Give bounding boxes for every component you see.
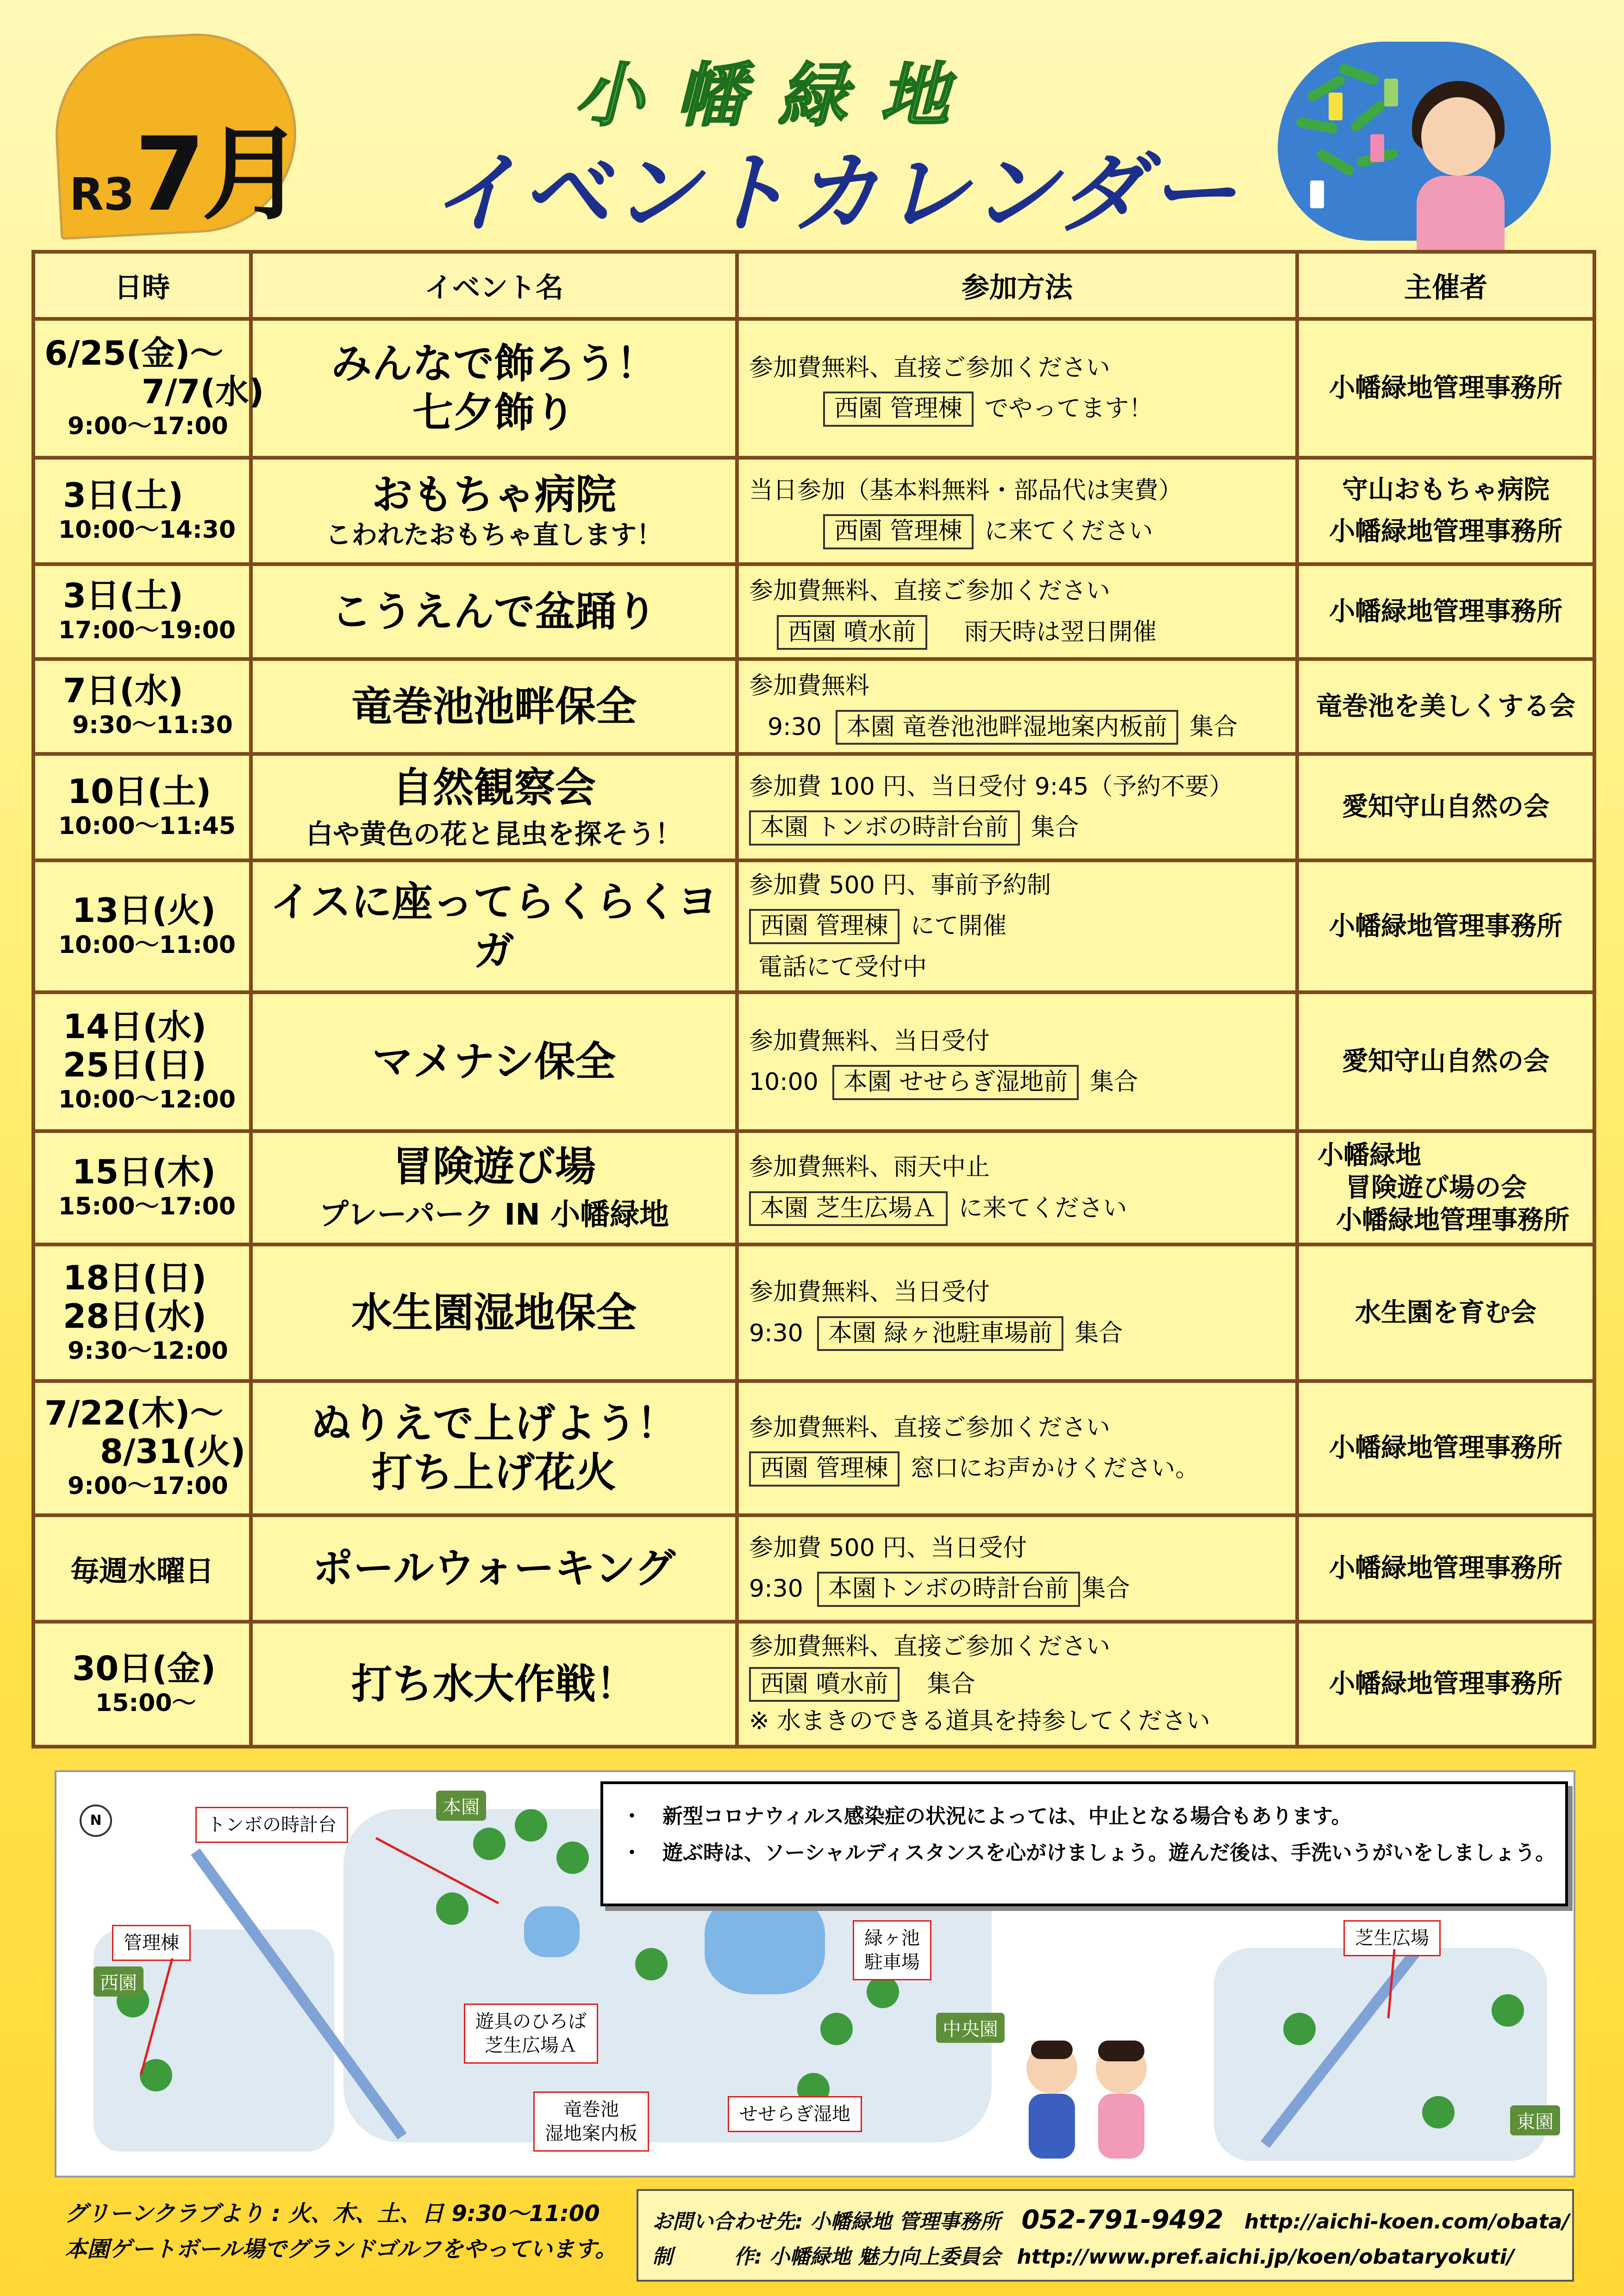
event-cell xyxy=(251,458,737,564)
how-text: 窓口にお声かけください。 xyxy=(910,1455,1199,1482)
date-line: 7/7(水) xyxy=(142,372,264,411)
time-text: 9:00～17:00 xyxy=(68,412,228,440)
green-club-schedule: グリーンクラブより : 火、木、土、日 9:30～11:00 xyxy=(65,2201,600,2227)
time-text: 15:00～ xyxy=(95,1689,196,1717)
event-title: 打ち上げ花火 xyxy=(371,1449,616,1496)
how-cell xyxy=(737,1131,1297,1244)
location-box: 本園 トンボの時計台前 xyxy=(749,810,1020,846)
event-subtitle: プレーパーク IN 小幡緑地 xyxy=(319,1198,669,1232)
how-time: 9:30 xyxy=(749,1319,803,1347)
how-cell xyxy=(737,564,1297,659)
date-cell xyxy=(33,1244,251,1381)
how-text: にて開催 xyxy=(910,912,1007,940)
contact-phone: 052-791-9492 xyxy=(1021,2205,1224,2235)
park-title: 小幡緑地 xyxy=(574,56,982,136)
how-cell xyxy=(737,1244,1297,1381)
date-line: 25日(日) xyxy=(63,1045,207,1085)
how-text: 集合 xyxy=(927,1670,975,1698)
date-line: 18日(日) xyxy=(63,1258,207,1297)
organizer-name: 竜巻池を美しくする会 xyxy=(1316,691,1575,722)
organizer-name: 小幡緑地 xyxy=(1318,1140,1421,1170)
event-cell xyxy=(251,1244,737,1381)
organizer-name: 小幡緑地管理事務所 xyxy=(1329,1433,1562,1463)
date-line: 毎週水曜日 xyxy=(70,1554,214,1588)
table-row xyxy=(33,319,1594,458)
event-title: 冒険遊び場 xyxy=(392,1142,596,1190)
table-row xyxy=(33,1131,1594,1244)
date-cell xyxy=(33,1515,251,1622)
callout-tatsumaki: 竜巻池 湿地案内板 xyxy=(533,2091,649,2152)
how-cell xyxy=(737,860,1297,992)
how-text: 集合 xyxy=(1074,1319,1123,1347)
organizer-cell xyxy=(1297,1131,1594,1244)
date-cell xyxy=(33,992,251,1131)
date-line: 28日(水) xyxy=(63,1296,207,1336)
callout-shiba-east: 芝生広場 xyxy=(1343,1920,1441,1956)
header-event: イベント名 xyxy=(251,252,737,319)
event-title: ポールウォーキング xyxy=(312,1544,676,1593)
organizer-name: 愛知守山自然の会 xyxy=(1342,792,1549,822)
how-text: 集合 xyxy=(1081,1575,1130,1603)
pond xyxy=(524,1906,580,1957)
event-cell xyxy=(251,1515,737,1622)
event-cell xyxy=(251,860,737,992)
contact-box xyxy=(637,2189,1574,2282)
date-cell xyxy=(33,1622,251,1747)
zone-chuo: 中央園 xyxy=(936,2013,1005,2043)
table-row xyxy=(33,1622,1594,1747)
event-title: 七夕飾り xyxy=(412,389,575,436)
event-cell xyxy=(251,992,737,1131)
zone-nishien: 西園 xyxy=(94,1966,144,1997)
date-cell xyxy=(33,860,251,992)
organizer-cell xyxy=(1297,1381,1594,1515)
how-text: 参加費 100 円、当日受付 9:45（予約不要） xyxy=(749,772,1233,801)
location-box: 本園 緑ヶ池駐車場前 xyxy=(817,1316,1064,1351)
time-text: 10:00～12:00 xyxy=(58,1086,236,1114)
event-title: 打ち水大作戦！ xyxy=(351,1660,637,1708)
table-row xyxy=(33,1244,1594,1381)
how-text: 参加費無料、直接ご参加ください xyxy=(749,354,1111,382)
date-line: 3日(土) xyxy=(63,576,183,616)
organizer-name: 小幡緑地管理事務所 xyxy=(1329,1669,1562,1699)
how-text: 参加費無料、当日受付 xyxy=(749,1027,990,1055)
organizer-cell xyxy=(1297,1515,1594,1622)
organizer-cell xyxy=(1297,1622,1594,1747)
how-text: に来てください xyxy=(958,1194,1127,1222)
how-text: 雨天時は翌日開催 xyxy=(964,618,1157,646)
compass-icon: N xyxy=(80,1804,112,1837)
date-cell xyxy=(33,1381,251,1515)
event-title: マメナシ保全 xyxy=(372,1038,616,1086)
organizer-name: 小幡緑地管理事務所 xyxy=(1329,516,1562,547)
how-text: でやってます！ xyxy=(984,395,1153,423)
organizer-name: 小幡緑地管理事務所 xyxy=(1329,373,1562,404)
location-box: 本園 芝生広場Ａ xyxy=(749,1191,948,1226)
header-organizer: 主催者 xyxy=(1297,252,1594,319)
how-cell xyxy=(737,319,1297,458)
notice-box xyxy=(600,1781,1568,1906)
time-text: 10:00～11:00 xyxy=(58,931,236,959)
event-calendar-table xyxy=(31,250,1596,1748)
event-title: 自然観察会 xyxy=(392,764,596,812)
organizer-name: 愛知守山自然の会 xyxy=(1342,1046,1549,1077)
notice-text: 遊ぶ時は、ソーシャルディスタンスを心がけましょう。遊んだ後は、手洗いうがいをしましょう。 xyxy=(662,1841,1556,1865)
date-line: 13日(火) xyxy=(72,891,216,930)
location-box: 西園 管理棟 xyxy=(749,909,899,944)
organizer-cell xyxy=(1297,992,1594,1131)
how-text: 集合 xyxy=(1031,814,1079,841)
time-text: 9:00～17:00 xyxy=(68,1472,228,1500)
organizer-cell xyxy=(1297,564,1594,659)
calendar-title: イベントカレンダー xyxy=(431,142,1239,244)
location-box: 西園 管理棟 xyxy=(749,1451,899,1487)
how-cell xyxy=(737,458,1297,564)
how-cell xyxy=(737,754,1297,860)
event-title: おもちゃ病院 xyxy=(371,471,616,519)
month-label: 7月 xyxy=(134,115,300,234)
tanabata-illustration xyxy=(1278,42,1551,241)
event-title: ぬりえで上げよう！ xyxy=(310,1400,677,1448)
date-line: 7/22(木)～ xyxy=(44,1394,224,1433)
organizer-cell xyxy=(1297,860,1594,992)
date-line: 8/31(火) xyxy=(100,1432,246,1471)
time-text: 10:00～14:30 xyxy=(58,516,236,544)
date-line: 30日(金) xyxy=(72,1649,216,1688)
table-row xyxy=(33,860,1594,992)
date-line: 6/25(金)～ xyxy=(44,334,224,373)
how-text: 参加費無料、当日受付 xyxy=(749,1278,990,1307)
date-line: 7日(水) xyxy=(63,671,183,710)
higashien-area xyxy=(1214,1948,1547,2161)
date-cell xyxy=(33,754,251,860)
how-text: 参加費 500 円、事前予約制 xyxy=(749,871,1051,899)
organizer-name: 小幡緑地管理事務所 xyxy=(1329,1553,1562,1584)
organizer-cell xyxy=(1297,319,1594,458)
organizer-cell xyxy=(1297,754,1594,860)
time-text: 9:30～11:30 xyxy=(72,711,233,740)
how-text: 集合 xyxy=(1189,713,1238,741)
how-text: 参加費無料 xyxy=(749,672,870,700)
organizer-cell xyxy=(1297,659,1594,754)
table-row xyxy=(33,659,1594,754)
organizer-cell xyxy=(1297,458,1594,564)
how-text: に来てください xyxy=(984,517,1153,545)
table-row xyxy=(33,754,1594,860)
organizer-cell xyxy=(1297,1244,1594,1381)
notice-item: ・ 遊ぶ時は、ソーシャルディスタンスを心がけましょう。遊んだ後は、手洗いうがいをしましょう。 xyxy=(622,1841,1556,1865)
how-cell xyxy=(737,1381,1297,1515)
event-title: 竜巻池池畔保全 xyxy=(351,682,637,730)
table-row xyxy=(33,564,1594,659)
how-text: ※ 水まきのできる道具を持参してください xyxy=(749,1707,1211,1736)
nishien-area xyxy=(94,1929,334,2152)
event-subtitle: 白や黄色の花と昆虫を探そう！ xyxy=(306,818,682,850)
event-title: イスに座ってらくらくヨガ xyxy=(270,877,718,975)
event-cell xyxy=(251,754,737,860)
event-cell xyxy=(251,1131,737,1244)
maker-url[interactable]: http://www.pref.aichi.jp/koen/obataryokuti/ xyxy=(1017,2245,1514,2269)
park-map xyxy=(55,1770,1575,2178)
location-box: 西園 管理棟 xyxy=(823,392,974,427)
contact-label: お問い合わせ先: 小幡緑地 管理事務所 xyxy=(652,2210,1001,2234)
location-box: 西園 噴水前 xyxy=(777,615,927,650)
location-box: 西園 管理棟 xyxy=(823,514,974,549)
callout-seseragi: せせらぎ湿地 xyxy=(728,2096,862,2132)
how-text: 当日参加（基本料無料・部品代は実費） xyxy=(749,476,1183,504)
location-box: 本園トンボの時計台前 xyxy=(817,1572,1080,1607)
event-title: こうえんで盆踊り xyxy=(331,587,657,635)
event-cell xyxy=(251,1622,737,1747)
event-title: みんなで飾ろう！ xyxy=(331,340,657,388)
month-badge-text xyxy=(69,93,310,239)
how-text: 参加費無料、直接ご参加ください xyxy=(749,577,1111,605)
organizer-name: 小幡緑地管理事務所 xyxy=(1329,596,1562,627)
how-text: 集合 xyxy=(1090,1068,1138,1096)
table-row xyxy=(33,1515,1594,1622)
green-club-activity: 本園ゲートボール場でグランドゴルフをやっています。 xyxy=(65,2236,618,2262)
how-text: 参加費無料、直接ご参加ください xyxy=(749,1633,1111,1661)
event-title: 水生園湿地保全 xyxy=(351,1288,637,1337)
time-text: 10:00～11:45 xyxy=(58,812,236,840)
time-text: 15:00～17:00 xyxy=(58,1193,236,1221)
date-line: 10日(土) xyxy=(68,772,212,811)
zone-honen: 本園 xyxy=(436,1791,486,1821)
event-subtitle: こわれたおもちゃ直します！ xyxy=(325,520,662,550)
location-box: 西園 噴水前 xyxy=(749,1667,899,1702)
table-row xyxy=(33,992,1594,1131)
how-text: 参加費 500 円、当日受付 xyxy=(749,1534,1027,1562)
callout-kanri: 管理棟 xyxy=(112,1925,191,1961)
table-row xyxy=(33,1381,1594,1515)
how-cell xyxy=(737,992,1297,1131)
date-line: 3日(土) xyxy=(63,475,183,515)
how-text: 参加費無料、雨天中止 xyxy=(749,1153,990,1182)
table-row xyxy=(33,458,1594,564)
header-datetime: 日時 xyxy=(33,252,251,319)
how-text: 電話にて受付中 xyxy=(758,953,927,981)
maker-label: 制 作: 小幡緑地 魅力向上委員会 xyxy=(652,2245,1001,2269)
organizer-name: 冒険遊び場の会 xyxy=(1345,1172,1527,1203)
how-cell xyxy=(737,1515,1297,1622)
organizer-name: 小幡緑地管理事務所 xyxy=(1329,911,1562,941)
event-cell xyxy=(251,659,737,754)
how-time: 9:30 xyxy=(768,713,822,741)
date-cell xyxy=(33,659,251,754)
era-label: R3 xyxy=(69,168,135,220)
date-line: 15日(木) xyxy=(72,1152,216,1192)
notice-item: ・ 新型コロナウィルス感染症の状況によっては、中止となる場合もあります。 xyxy=(622,1804,1352,1828)
notice-text: 新型コロナウィルス感染症の状況によっては、中止となる場合もあります。 xyxy=(662,1804,1352,1828)
date-cell xyxy=(33,564,251,659)
event-cell xyxy=(251,319,737,458)
event-cell xyxy=(251,1381,737,1515)
date-line: 14日(水) xyxy=(63,1007,207,1046)
organizer-name: 守山おもちゃ病院 xyxy=(1342,475,1549,505)
how-time: 9:30 xyxy=(749,1575,803,1603)
how-time: 10:00 xyxy=(749,1068,818,1096)
location-box: 本園 竜巻池池畔湿地案内板前 xyxy=(836,710,1179,745)
organizer-name: 小幡緑地管理事務所 xyxy=(1336,1205,1569,1235)
date-cell xyxy=(33,458,251,564)
organizer-name: 水生園を育む会 xyxy=(1355,1297,1537,1328)
how-cell xyxy=(737,1622,1297,1747)
table-header-row xyxy=(33,252,1594,319)
contact-url[interactable]: http://aichi-koen.com/obata/ xyxy=(1244,2210,1570,2234)
pond xyxy=(705,1892,825,1994)
how-cell xyxy=(737,659,1297,754)
location-box: 本園 せせらぎ湿地前 xyxy=(832,1065,1079,1100)
time-text: 9:30～12:00 xyxy=(68,1337,228,1365)
time-text: 17:00～19:00 xyxy=(58,616,236,645)
callout-yugu: 遊具のひろば 芝生広場Ａ xyxy=(464,2004,598,2064)
callout-midori: 緑ヶ池 駐車場 xyxy=(853,1920,931,1980)
header-how: 参加方法 xyxy=(737,252,1297,319)
green-club-note xyxy=(65,2196,634,2267)
date-cell xyxy=(33,319,264,458)
date-cell xyxy=(33,1131,251,1244)
event-cell xyxy=(251,564,737,659)
how-text: 参加費無料、直接ご参加ください xyxy=(749,1413,1111,1442)
orihime-hikoboshi-illustration xyxy=(1010,2031,1163,2170)
zone-higashien: 東園 xyxy=(1510,2105,1560,2135)
callout-clock: トンボの時計台 xyxy=(195,1807,348,1843)
